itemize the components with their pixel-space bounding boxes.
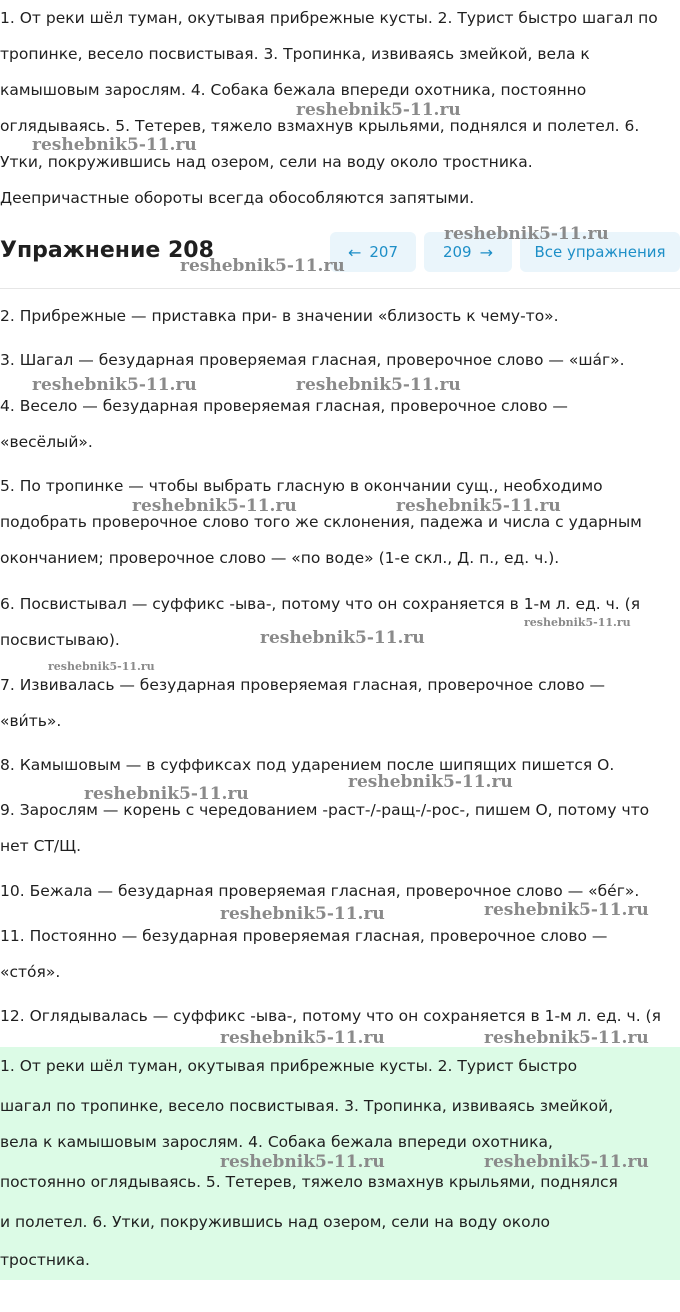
analysis-line: «сто́я». (0, 963, 61, 981)
answer-line: 1. От реки шёл туман, окутывая прибрежные кусты. 2. Турист быстро (0, 1057, 578, 1075)
answer-line: вела к камышовым зарослям. 4. Собака бежала впереди охотника, (0, 1133, 553, 1151)
analysis-line: 6. Посвистывал — суффикс -ыва-, потому что он сохраняется в 1-м л. ед. ч. (я (0, 595, 641, 613)
watermark: reshebnik5-11.ru (484, 900, 649, 920)
next-exercise-button[interactable] (424, 232, 512, 272)
analysis-line: 8. Камышовым — в суффиксах под ударением после шипящих пишется О. (0, 756, 615, 774)
analysis-line: нет СТ/Щ. (0, 837, 82, 855)
watermark: reshebnik5-11.ru (484, 1028, 649, 1048)
analysis-line: окончанием; проверочное слово — «по воде» (1-е скл., Д. п., ед. ч.). (0, 549, 560, 567)
watermark: reshebnik5-11.ru (444, 224, 609, 244)
analysis-line: посвистываю). (0, 631, 120, 649)
arrow-right-icon: → (479, 242, 494, 262)
answer-line: и полетел. 6. Утки, покружившись над озером, сели на воду около (0, 1213, 550, 1231)
rule-text: Деепричастные обороты всегда обособляются запятыми. (0, 189, 475, 207)
intro-line: 1. От реки шёл туман, окутывая прибрежные кусты. 2. Турист быстро шагал по (0, 9, 658, 27)
watermark: reshebnik5-11.ru (32, 135, 197, 155)
next-exercise-label: 209 (442, 243, 472, 261)
analysis-line: «весёлый». (0, 433, 93, 451)
answer-line: тростника. (0, 1251, 90, 1269)
analysis-line: 10. Бежала — безударная проверяемая гласная, проверочное слово — «бе́г». (0, 882, 640, 900)
watermark: reshebnik5-11.ru (220, 1028, 385, 1048)
watermark: reshebnik5-11.ru (348, 772, 513, 792)
watermark: reshebnik5-11.ru (484, 1152, 649, 1172)
analysis-line: «ви́ть». (0, 712, 62, 730)
watermark: reshebnik5-11.ru (296, 100, 461, 120)
watermark: reshebnik5-11.ru (296, 375, 461, 395)
intro-line: оглядываясь. 5. Тетерев, тяжело взмахнув крыльями, поднялся и полетел. 6. (0, 117, 640, 135)
watermark: reshebnik5-11.ru (220, 904, 385, 924)
watermark: reshebnik5-11.ru (180, 256, 345, 276)
analysis-line: 12. Оглядывалась — суффикс -ыва-, потому что он сохраняется в 1-м л. ед. ч. (я (0, 1007, 661, 1025)
watermark: reshebnik5-11.ru (260, 628, 425, 648)
all-exercises-label: Все упражнения (534, 243, 666, 261)
analysis-line: 5. По тропинке — чтобы выбрать гласную в окончании сущ., необходимо (0, 477, 603, 495)
watermark: reshebnik5-11.ru (220, 1152, 385, 1172)
intro-line: тропинке, весело посвистывая. 3. Тропинка, извиваясь змейкой, вела к (0, 45, 590, 63)
watermark: reshebnik5-11.ru (524, 616, 631, 629)
answer-line: шагал по тропинке, весело посвистывая. 3. Тропинка, извиваясь змейкой, (0, 1097, 614, 1115)
all-exercises-button[interactable] (520, 232, 680, 272)
watermark: reshebnik5-11.ru (132, 496, 297, 516)
analysis-line: подобрать проверочное слово того же склонения, падежа и числа с ударным (0, 513, 642, 531)
analysis-line: 2. Прибрежные — приставка при- в значении «близость к чему-то». (0, 307, 559, 325)
analysis-line: 11. Постоянно — безударная проверяемая гласная, проверочное слово — (0, 927, 608, 945)
watermark: reshebnik5-11.ru (396, 496, 561, 516)
intro-line: камышовым зарослям. 4. Собака бежала впереди охотника, постоянно (0, 81, 587, 99)
prev-exercise-button[interactable] (330, 232, 416, 272)
arrow-left-icon: ← (347, 242, 362, 262)
analysis-line: 3. Шагал — безударная проверяемая гласная, проверочное слово — «ша́г». (0, 351, 625, 369)
page-title: Упражнение 208 (0, 238, 214, 263)
answer-line: постоянно оглядываясь. 5. Тетерев, тяжело взмахнув крыльями, поднялся (0, 1173, 618, 1191)
analysis-line: 7. Извивалась — безударная проверяемая гласная, проверочное слово — (0, 676, 606, 694)
divider (0, 288, 680, 289)
watermark: reshebnik5-11.ru (84, 784, 249, 804)
watermark: reshebnik5-11.ru (48, 660, 155, 673)
analysis-line: 9. Зарослям — корень с чередованием -раст-/-ращ-/-рос-, пишем О, потому что (0, 801, 650, 819)
intro-line: Утки, покружившись над озером, сели на воду около тростника. (0, 153, 533, 171)
prev-exercise-label: 207 (369, 243, 399, 261)
watermark: reshebnik5-11.ru (32, 375, 197, 395)
analysis-line: 4. Весело — безударная проверяемая гласная, проверочное слово — (0, 397, 568, 415)
